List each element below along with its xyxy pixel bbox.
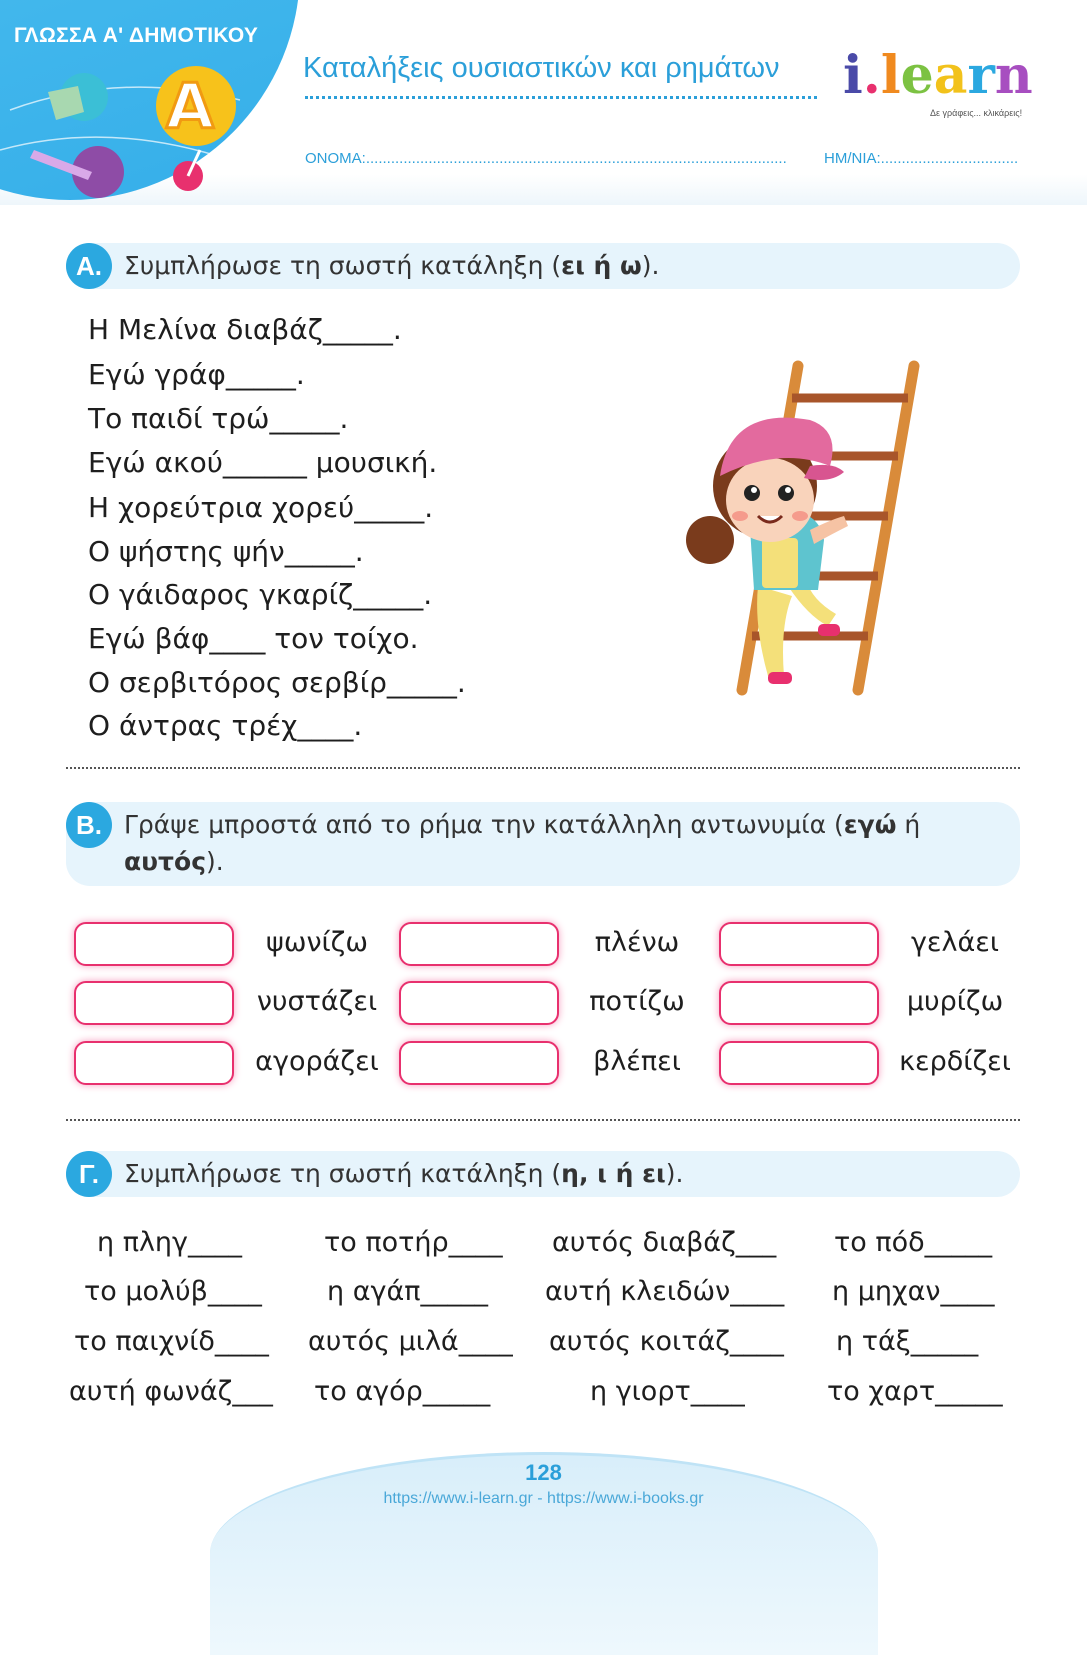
- pronoun-input-box[interactable]: [399, 1041, 559, 1085]
- word-blank[interactable]: το αγόρ_____: [314, 1376, 491, 1407]
- pronoun-input-box[interactable]: [719, 981, 879, 1025]
- pronoun-input-box[interactable]: [74, 922, 234, 966]
- footer-link-separator: -: [532, 1490, 548, 1507]
- word-blank[interactable]: η αγάπ_____: [327, 1276, 489, 1307]
- section-b-heading: [66, 802, 1020, 886]
- logo-tagline: Δε γράφεις... κλικάρεις!: [930, 108, 1023, 118]
- logo-letter-r: r: [967, 45, 995, 106]
- footer-links: [0, 1490, 1087, 1508]
- section-b-instruction: Γράψε μπροστά από το ρήμα την κατάλληλη αντωνυμία (εγώ ή αυτός).: [124, 810, 921, 876]
- word-blank[interactable]: το ποτήρ____: [324, 1227, 503, 1258]
- svg-text:A: A: [166, 70, 214, 143]
- section-c-letter: Γ.: [66, 1151, 112, 1197]
- sentence-line[interactable]: Η χορεύτρια χορεύ_____.: [88, 491, 434, 524]
- word-blank[interactable]: το μολύβ____: [84, 1276, 262, 1307]
- section-divider: [66, 767, 1020, 769]
- section-a-letter: Α.: [66, 243, 112, 289]
- ilearn-logo: [843, 45, 1033, 106]
- sentence-line[interactable]: Η Μελίνα διαβάζ_____.: [88, 313, 402, 346]
- verb-label: μυρίζω: [906, 986, 1004, 1017]
- word-blank[interactable]: η πληγ____: [97, 1227, 243, 1258]
- logo-letter-a: a: [933, 45, 968, 106]
- verb-label: πλένω: [594, 927, 680, 958]
- word-blank[interactable]: αυτή κλειδών____: [545, 1276, 785, 1307]
- sentence-line[interactable]: Το παιδί τρώ_____.: [88, 402, 349, 435]
- sentence-line[interactable]: Ο ψήστης ψήν_____.: [88, 535, 364, 568]
- logo-letter-n: n: [994, 45, 1033, 106]
- title-underline: [305, 96, 817, 99]
- word-blank[interactable]: το χαρτ_____: [827, 1376, 1003, 1407]
- sentence-line[interactable]: Ο γάιδαρος γκαρίζ_____.: [88, 578, 433, 611]
- pronoun-input-box[interactable]: [719, 1041, 879, 1085]
- word-blank[interactable]: η τάξ_____: [836, 1326, 979, 1357]
- verb-label: γελάει: [910, 927, 1000, 958]
- pronoun-input-box[interactable]: [74, 1041, 234, 1085]
- verb-label: ποτίζω: [589, 986, 685, 1017]
- pronoun-input-box[interactable]: [719, 922, 879, 966]
- pronoun-input-box[interactable]: [399, 981, 559, 1025]
- word-blank[interactable]: το πόδ_____: [834, 1227, 993, 1258]
- subject-corner: [0, 0, 300, 205]
- word-blank[interactable]: η γιορτ____: [590, 1376, 745, 1407]
- verb-label: βλέπει: [593, 1046, 681, 1077]
- section-a-heading: [66, 243, 1020, 289]
- verb-label: ψωνίζω: [266, 927, 368, 958]
- logo-letter-l: l: [880, 45, 901, 106]
- logo-dot-icon: .: [862, 45, 881, 106]
- sentence-line[interactable]: Εγώ γράφ_____.: [88, 358, 305, 391]
- word-blank[interactable]: αυτός διαβάζ___: [552, 1227, 777, 1258]
- section-c-instruction: Συμπλήρωσε τη σωστή κατάληξη (η, ι ή ει).: [124, 1159, 684, 1188]
- pronoun-input-box[interactable]: [399, 922, 559, 966]
- logo-i: i: [843, 45, 863, 106]
- school-supplies-illustration: [0, 0, 300, 205]
- page-number: 128: [525, 1460, 562, 1485]
- verb-label: κερδίζει: [899, 1046, 1011, 1077]
- word-blank[interactable]: αυτός κοιτάζ____: [549, 1326, 784, 1357]
- section-b-letter: Β.: [66, 802, 112, 848]
- word-blank[interactable]: αυτή φωνάζ___: [69, 1376, 273, 1407]
- section-divider: [66, 1119, 1020, 1121]
- sentence-line[interactable]: Εγώ βάφ____ τον τοίχο.: [88, 622, 419, 655]
- section-c-heading: [66, 1151, 1020, 1197]
- word-blank[interactable]: το παιχνίδ____: [74, 1326, 269, 1357]
- footer-link-ibooks[interactable]: https://www.i-books.gr: [547, 1490, 704, 1507]
- pronoun-input-box[interactable]: [74, 981, 234, 1025]
- word-blank[interactable]: η μηχαν____: [832, 1276, 995, 1307]
- verb-label: νυστάζει: [256, 986, 378, 1017]
- word-blank[interactable]: αυτός μιλά____: [308, 1326, 513, 1357]
- page-title: Καταλήξεις ουσιαστικών και ρημάτων: [303, 52, 780, 84]
- sentence-line[interactable]: Ο σερβιτόρος σερβίρ_____.: [88, 666, 466, 699]
- section-a-instruction: Συμπλήρωσε τη σωστή κατάληξη (ει ή ω).: [124, 251, 660, 280]
- date-field[interactable]: ΗΜ/ΝΙΑ:.................................: [824, 150, 1019, 167]
- sentence-line[interactable]: Εγώ ακού______ μουσική.: [88, 446, 438, 479]
- logo-letter-e: e: [900, 45, 934, 106]
- girl-on-ladder-illustration: [670, 358, 940, 698]
- sentence-line[interactable]: Ο άντρας τρέχ____.: [88, 709, 363, 742]
- verb-label: αγοράζει: [255, 1046, 379, 1077]
- subject-label: ΓΛΩΣΣΑ Α' ΔΗΜΟΤΙΚΟΥ: [14, 24, 259, 47]
- footer-link-ilearn[interactable]: https://www.i-learn.gr: [383, 1490, 533, 1507]
- name-field[interactable]: ΟΝΟΜΑ:.....................................................................................................: [305, 150, 787, 167]
